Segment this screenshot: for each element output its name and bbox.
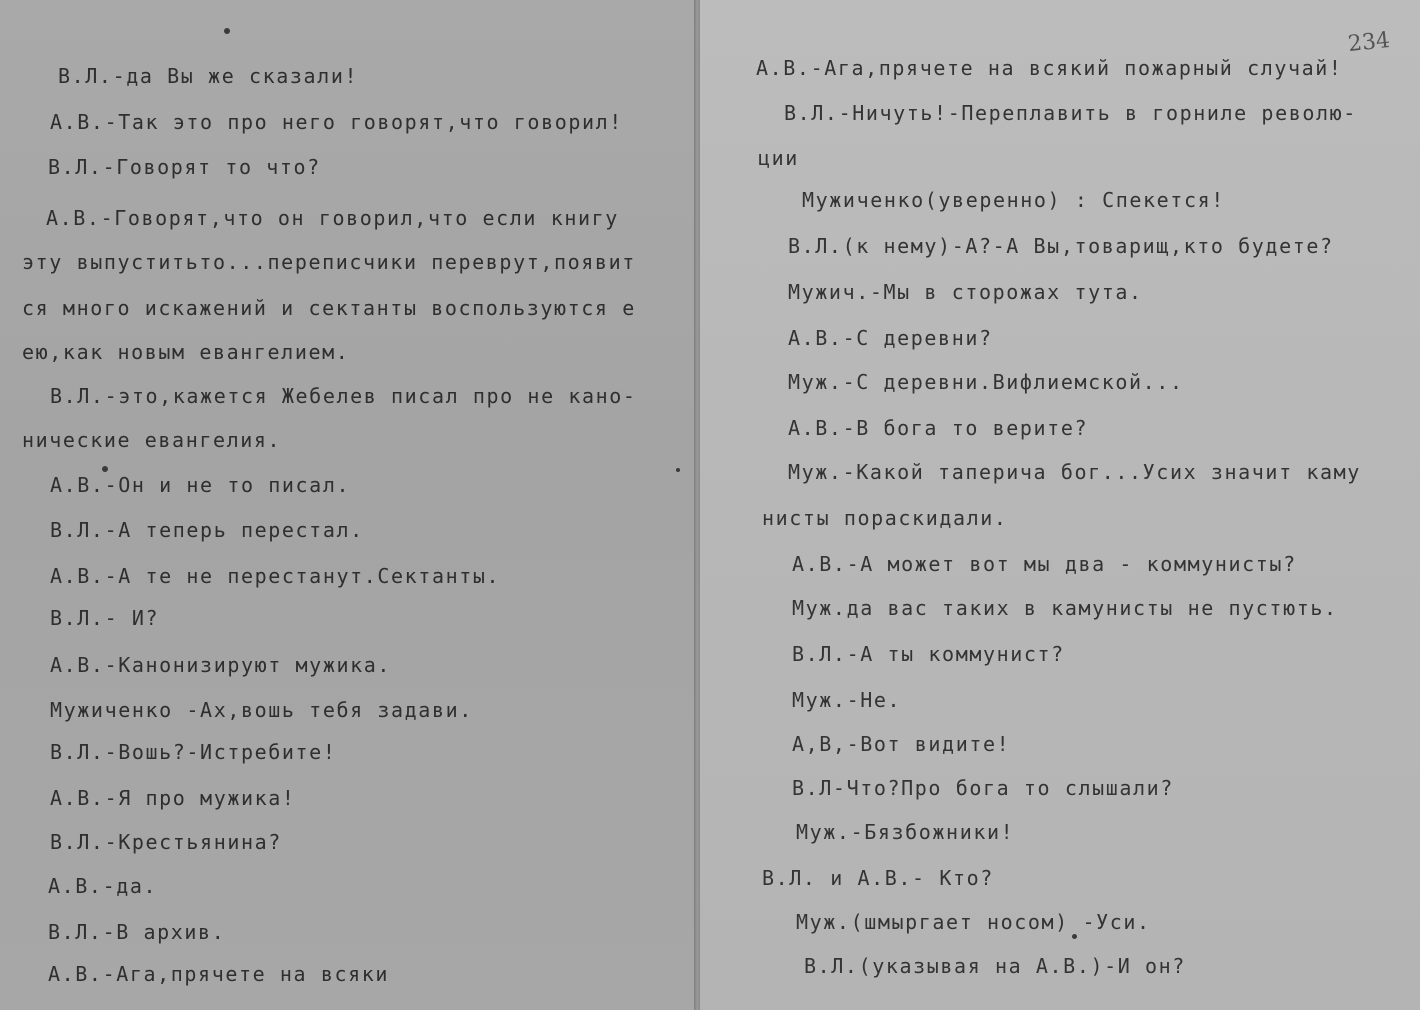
text-line: В.Л.-В архив. (48, 920, 226, 944)
text-line: Муж.-С деревни.Вифлиемской... (788, 370, 1184, 394)
left-page (0, 0, 694, 1010)
text-line: А.В.-Он и не то писал. (50, 473, 351, 497)
text-line: Мужич.-Мы в сторожах тута. (788, 280, 1143, 304)
ink-speck (224, 28, 230, 34)
text-line: А,В,-Вот видите! (792, 732, 1011, 756)
text-line: Муж.-Не. (792, 688, 902, 712)
text-line: ею,как новым евангелием. (22, 340, 350, 364)
text-line: Муж.-Бязбожники! (796, 820, 1015, 844)
text-line: В.Л.-Говорят то что? (48, 155, 321, 179)
text-line: А.В.-Так это про него говорят,что говорил! (50, 110, 623, 134)
text-line: эту выпуститьто...переписчики переврут,появит (22, 250, 636, 274)
ink-speck (1072, 934, 1077, 939)
text-line: ся много искажений и сектанты воспользуются е (22, 296, 636, 320)
text-line: А.В.-А те не перестанут.Сектанты. (50, 564, 501, 588)
text-line: А.В.-Ага,прячете на всяки (48, 962, 390, 986)
text-line: А.В.-А может вот мы два - коммунисты? (792, 552, 1297, 576)
text-line: А.В.-Канонизируют мужика. (50, 653, 392, 677)
text-line: Мужиченко(уверенно) : Спекется! (802, 188, 1225, 212)
text-line: А.В.-да. (48, 874, 158, 898)
text-line: В.Л.(к нему)-А?-А Вы,товарищ,кто будете? (788, 234, 1334, 258)
text-line: В.Л.-Крестьянина? (50, 830, 282, 854)
text-line: А.В.-Я про мужика! (50, 786, 296, 810)
text-line: В.Л.- И? (50, 606, 160, 630)
text-line: А.В.-Говорят,что он говорил,что если книгу (46, 206, 619, 230)
text-line: В.Л. и А.В.- Кто? (762, 866, 994, 890)
text-line: В.Л.-да Вы же сказали! (58, 64, 359, 88)
text-line: Муж.(шмыргает носом) -Уси. (796, 910, 1151, 934)
text-line: Муж.да вас таких в камунисты не пустють. (792, 596, 1338, 620)
text-line: В.Л.-Вошь?-Истребите! (50, 740, 337, 764)
text-line: ции (758, 146, 799, 170)
text-line: Муж.-Какой таперича бог...Усих значит каму (788, 460, 1361, 484)
text-line: нические евангелия. (22, 428, 282, 452)
text-line: В.Л.-Ничуть!-Переплавить в горниле револю- (784, 101, 1357, 125)
page-number: 234 (1346, 27, 1392, 58)
text-line: В.Л.-А ты коммунист? (792, 642, 1065, 666)
ink-speck (676, 468, 680, 472)
text-line: Мужиченко -Ах,вошь тебя задави. (50, 698, 473, 722)
text-line: А.В.-В бога то верите? (788, 416, 1089, 440)
text-line: нисты пораскидали. (762, 506, 1008, 530)
text-line: В.Л.(указывая на А.В.)-И он? (804, 954, 1186, 978)
text-line: А.В.-Ага,прячете на всякий пожарный случай! (756, 56, 1343, 80)
right-page (700, 0, 1420, 1010)
text-line: В.Л.-А теперь перестал. (50, 518, 364, 542)
text-line: В.Л-Что?Про бога то слышали? (792, 776, 1174, 800)
text-line: А.В.-С деревни? (788, 326, 993, 350)
ink-speck (102, 466, 108, 472)
text-line: В.Л.-это,кажется Жебелев писал про не кано- (50, 384, 637, 408)
